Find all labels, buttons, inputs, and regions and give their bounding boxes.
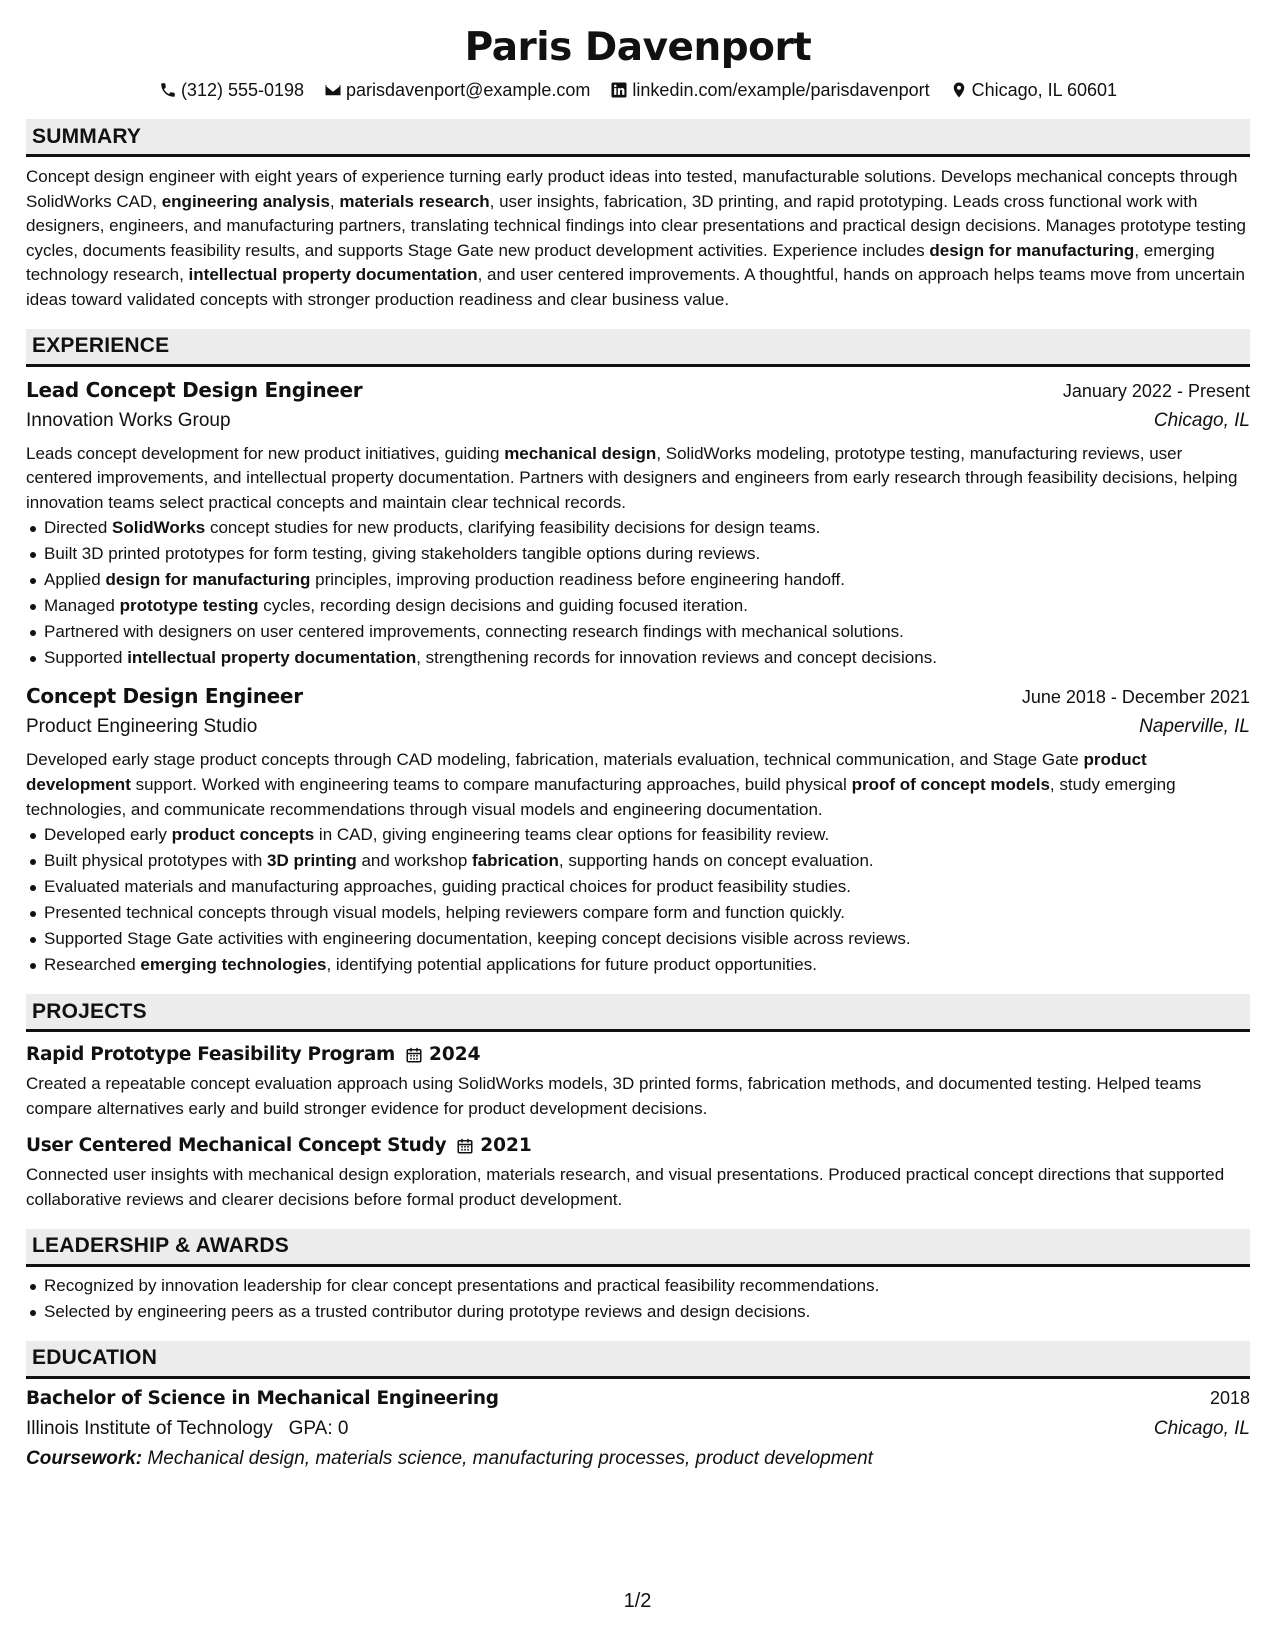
project-description: Connected user insights with mechanical design exploration, materials research, and visual presentations. Produced practical concept directions that supported collaborative reviews and clearer decisions before formal product development.: [26, 1165, 1225, 1209]
list-item: Applied design for manufacturing principles, improving production readiness before engineering handoff.: [26, 567, 1250, 593]
project-title: User Centered Mechanical Concept Study: [26, 1135, 447, 1157]
emphasis-text: SolidWorks: [112, 518, 206, 538]
education-heading: EDUCATION: [26, 1341, 1250, 1379]
school-name: Illinois Institute of Technology: [26, 1417, 273, 1439]
list-item: Evaluated materials and manufacturing approaches, guiding practical choices for product feasibility studies.: [26, 874, 1250, 900]
job-description: Leads concept development for new product initiatives, guiding mechanical design, SolidWorks modeling, prototype testing, manufacturing reviews, user centered improvements, and intellectual property documentation. Partners with designers and engineers from early research through feasibility decisions, helping innovation teams select practical concepts and maintain clear technical records.: [26, 443, 1238, 512]
emphasis-text: intellectual property documentation: [188, 265, 478, 285]
project-description: Created a repeatable concept evaluation approach using SolidWorks models, 3D printed forms, fabrication methods, and documented testing. Helped teams compare alternatives early and build stronger evidence for product development decisions.: [26, 1074, 1202, 1118]
school-line: [26, 1414, 348, 1444]
project-title: Rapid Prototype Feasibility Program: [26, 1044, 395, 1066]
job-title: Lead Concept Design Engineer: [26, 377, 363, 402]
emphasis-text: proof of concept models: [851, 774, 1050, 794]
gpa: GPA: 0: [288, 1417, 349, 1439]
emphasis-text: product concepts: [171, 825, 315, 845]
phone-text: (312) 555-0198: [180, 80, 305, 100]
list-item: Supported Stage Gate activities with engineering documentation, keeping concept decisions visible across reviews.: [26, 926, 1250, 952]
emphasis-text: design for manufacturing: [105, 570, 311, 590]
leadership-heading: LEADERSHIP & AWARDS: [26, 1229, 1250, 1267]
job-location: Naperville, IL: [1139, 716, 1250, 738]
list-item: Researched emerging technologies, identifying potential applications for future product opportunities.: [26, 952, 1250, 978]
job-entry: [26, 375, 1250, 672]
project-entry: [26, 1040, 1250, 1121]
list-item: Built physical prototypes with 3D printing and workshop fabrication, supporting hands on concept evaluation.: [26, 848, 1250, 874]
linkedin-text[interactable]: linkedin.com/example/parisdavenport: [632, 80, 930, 100]
list-item: Directed SolidWorks concept studies for new products, clarifying feasibility decisions for design teams.: [26, 515, 1250, 541]
map-pin-icon: [950, 81, 968, 99]
emphasis-text: 3D printing: [267, 851, 357, 871]
emphasis-text: prototype testing: [119, 596, 259, 616]
page-number: 1/2: [623, 1590, 652, 1612]
leadership-bullets: [26, 1273, 1250, 1325]
linkedin-icon: [610, 81, 628, 99]
list-item: Built 3D printed prototypes for form testing, giving stakeholders tangible options during reviews.: [26, 541, 1250, 567]
project-year: [456, 1131, 532, 1161]
experience-section: [26, 329, 1250, 979]
leadership-section: [26, 1229, 1250, 1325]
contact-email[interactable]: [324, 78, 590, 102]
job-bullets: [26, 515, 1250, 671]
email-text[interactable]: parisdavenport@example.com: [346, 80, 591, 100]
education-section: [26, 1341, 1250, 1474]
projects-section: [26, 994, 1250, 1212]
emphasis-text: materials research: [339, 191, 490, 211]
projects-heading: PROJECTS: [26, 994, 1250, 1032]
job-company: Product Engineering Studio: [26, 716, 258, 738]
job-company: Innovation Works Group: [26, 409, 231, 431]
emphasis-text: intellectual property documentation: [127, 648, 417, 668]
education-entry: [26, 1383, 1250, 1474]
emphasis-text: fabrication: [472, 851, 559, 871]
list-item: Managed prototype testing cycles, recording design decisions and guiding focused iteration.: [26, 593, 1250, 619]
phone-icon: [159, 81, 177, 99]
project-year-text: 2021: [480, 1135, 532, 1157]
project-year: [405, 1040, 481, 1070]
project-year-text: 2024: [428, 1044, 481, 1066]
emphasis-text: emerging technologies: [140, 955, 327, 975]
list-item: Supported intellectual property documentation, strengthening records for innovation reviews and concept decisions.: [26, 645, 1250, 671]
graduation-year: 2018: [1209, 1387, 1250, 1408]
emphasis-text: design for manufacturing: [929, 240, 1135, 260]
emphasis-text: product development: [26, 750, 1147, 794]
candidate-name: Paris Davenport: [464, 25, 812, 70]
list-item: Selected by engineering peers as a trusted contributor during prototype reviews and design decisions.: [26, 1299, 1250, 1325]
coursework-line: [26, 1444, 1250, 1474]
coursework-label: Coursework:: [26, 1447, 143, 1469]
contact-bar: [26, 78, 1250, 102]
summary-text: Concept design engineer with eight years of experience turning early product ideas into tested, manufacturable solutions. Develops mechanical concepts through SolidWorks CAD, engineering analysis, materials research, user insights, fabrication, 3D printing, and rapid prototyping. Leads cross functional work with designers, engineers, and manufacturing partners, translating technical findings into clear presentations and practical design decisions. Manages prototype testing cycles, documents feasibility results, and supports Stage Gate new product development activities. Experience includes design for manufacturing, emerging technology research, intellectual property documentation, and user centered improvements. A thoughtful, hands on approach helps teams move from uncertain ideas toward validated concepts with stronger production readiness and clear business value.: [26, 167, 1246, 309]
job-bullets: [26, 822, 1250, 978]
envelope-icon: [324, 81, 342, 99]
emphasis-text: engineering analysis: [161, 191, 330, 211]
job-entry: [26, 681, 1250, 978]
project-entry: [26, 1131, 1250, 1212]
job-dates: January 2022 - Present: [1062, 380, 1250, 401]
job-title: Concept Design Engineer: [26, 684, 303, 709]
experience-heading: EXPERIENCE: [26, 329, 1250, 367]
job-dates: June 2018 - December 2021: [1021, 687, 1250, 708]
list-item: Presented technical concepts through visual models, helping reviewers compare form and function quickly.: [26, 900, 1250, 926]
contact-location: [950, 78, 1117, 102]
contact-linkedin[interactable]: [610, 78, 929, 102]
contact-phone: [159, 78, 304, 102]
calendar-icon: [405, 1046, 423, 1064]
degree-title: Bachelor of Science in Mechanical Engineering: [26, 1387, 499, 1409]
list-item: Developed early product concepts in CAD, giving engineering teams clear options for feasibility review.: [26, 822, 1250, 848]
list-item: Recognized by innovation leadership for clear concept presentations and practical feasibility recommendations.: [26, 1273, 1250, 1299]
summary-section: [26, 119, 1250, 313]
coursework-text: Mechanical design, materials science, manufacturing processes, product development: [142, 1447, 873, 1469]
summary-heading: SUMMARY: [26, 119, 1250, 157]
location-text: Chicago, IL 60601: [971, 80, 1118, 100]
list-item: Partnered with designers on user centered improvements, connecting research findings with mechanical solutions.: [26, 619, 1250, 645]
job-location: Chicago, IL: [1153, 409, 1250, 431]
job-description: Developed early stage product concepts through CAD modeling, fabrication, materials evaluation, technical communication, and Stage Gate product development support. Worked with engineering teams to compare manufacturing approaches, build physical proof of concept models, study emerging technologies, and communicate recommendations through visual models and engineering documentation.: [26, 750, 1176, 819]
emphasis-text: mechanical design: [504, 443, 657, 463]
calendar-icon: [456, 1137, 474, 1155]
resume-page: [26, 22, 1250, 1474]
school-location: Chicago, IL: [1153, 1417, 1250, 1439]
